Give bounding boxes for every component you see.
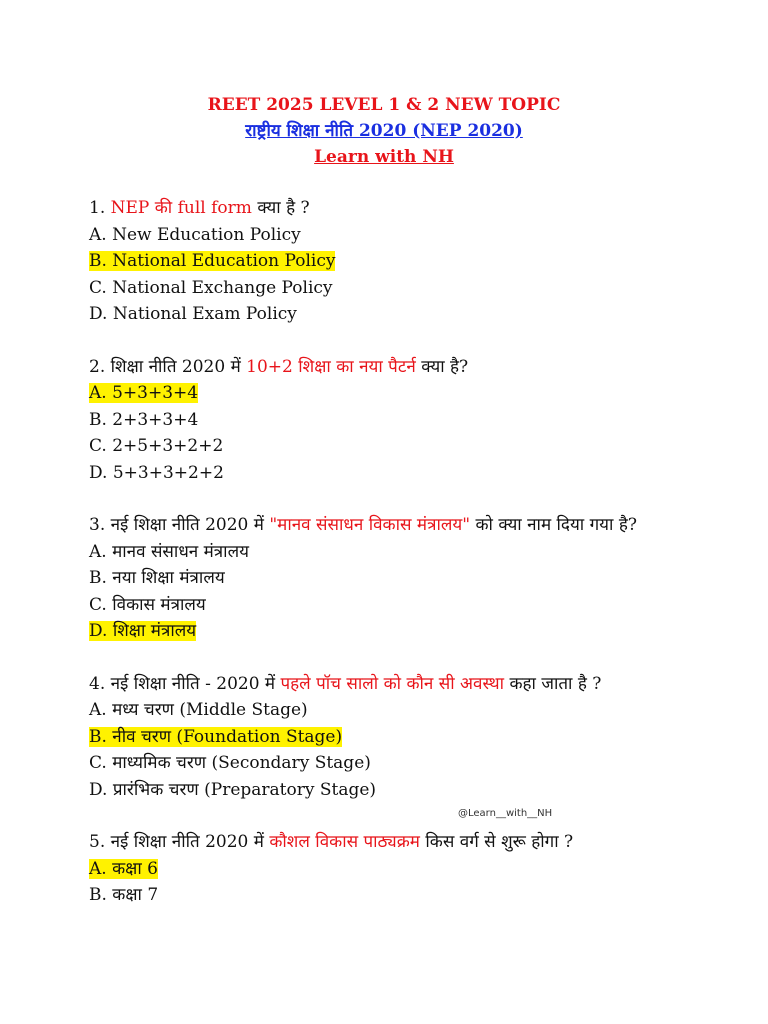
option-d-answer: D. शिक्षा मंत्रालय xyxy=(89,621,197,641)
question-keyword: NEP की full form xyxy=(110,198,252,218)
document-header xyxy=(0,92,768,170)
question-4 xyxy=(89,671,689,804)
question-suffix: क्या है ? xyxy=(251,198,310,218)
option-d: D. National Exam Policy xyxy=(89,304,297,324)
option-b-answer: B. नीव चरण (Foundation Stage) xyxy=(89,726,343,747)
question-text xyxy=(89,671,689,698)
question-text xyxy=(89,354,689,381)
option-a: A. मध्य चरण (Middle Stage) xyxy=(89,700,308,720)
question-keyword: "मानव संसाधन विकास मंत्रालय" xyxy=(269,515,471,535)
question-text xyxy=(89,512,689,539)
question-5 xyxy=(89,829,689,909)
option-c: C. 2+5+3+2+2 xyxy=(89,436,224,456)
question-prefix: 4. नई शिक्षा नीति - 2020 में xyxy=(89,673,281,694)
question-text xyxy=(89,829,689,856)
question-suffix: कहा जाता है ? xyxy=(504,673,602,694)
question-list xyxy=(89,195,689,935)
watermark: @Learn__with__NH xyxy=(458,808,553,819)
question-suffix: क्या है? xyxy=(415,356,469,377)
question-prefix: 5. नई शिक्षा नीति 2020 में xyxy=(89,832,270,852)
option-b-answer: B. National Education Policy xyxy=(89,251,336,271)
question-1 xyxy=(89,195,689,328)
option-d: D. प्रारंभिक चरण (Preparatory Stage) xyxy=(89,779,377,800)
question-prefix: 3. नई शिक्षा नीति 2020 में xyxy=(89,515,270,535)
option-d: D. 5+3+3+2+2 xyxy=(89,462,224,483)
question-prefix: 2. शिक्षा नीति 2020 में xyxy=(89,356,247,377)
header-subtitle: राष्ट्रीय शिक्षा नीति 2020 (NEP 2020) xyxy=(245,121,523,141)
option-b: B. नया शिक्षा मंत्रालय xyxy=(89,568,225,588)
option-b: B. 2+3+3+4 xyxy=(89,409,199,430)
question-2 xyxy=(89,354,689,487)
option-c: C. National Exchange Policy xyxy=(89,277,333,298)
question-text xyxy=(89,195,689,222)
question-3 xyxy=(89,512,689,645)
question-keyword: पहले पॉच सालो को कौन सी अवस्था xyxy=(280,673,505,694)
option-c: C. विकास मंत्रालय xyxy=(89,594,206,615)
header-author: Learn with NH xyxy=(314,147,454,167)
header-title: REET 2025 LEVEL 1 & 2 NEW TOPIC xyxy=(207,95,561,115)
option-a-answer: A. कक्षा 6 xyxy=(89,858,158,879)
option-a-answer: A. 5+3+3+4 xyxy=(89,383,199,403)
option-c: C. माध्यमिक चरण (Secondary Stage) xyxy=(89,753,371,773)
option-a: A. मानव संसाधन मंत्रालय xyxy=(89,541,249,562)
question-keyword: कौशल विकास पाठ्यक्रम xyxy=(269,832,420,852)
question-suffix: को क्या नाम दिया गया है? xyxy=(470,515,637,535)
option-b: B. कक्षा 7 xyxy=(89,885,159,905)
question-keyword: 10+2 शिक्षा का नया पैटर्न xyxy=(246,356,416,377)
option-a: A. New Education Policy xyxy=(89,224,301,245)
question-prefix: 1. xyxy=(89,198,111,218)
question-suffix: किस वर्ग से शुरू होगा ? xyxy=(419,832,574,852)
